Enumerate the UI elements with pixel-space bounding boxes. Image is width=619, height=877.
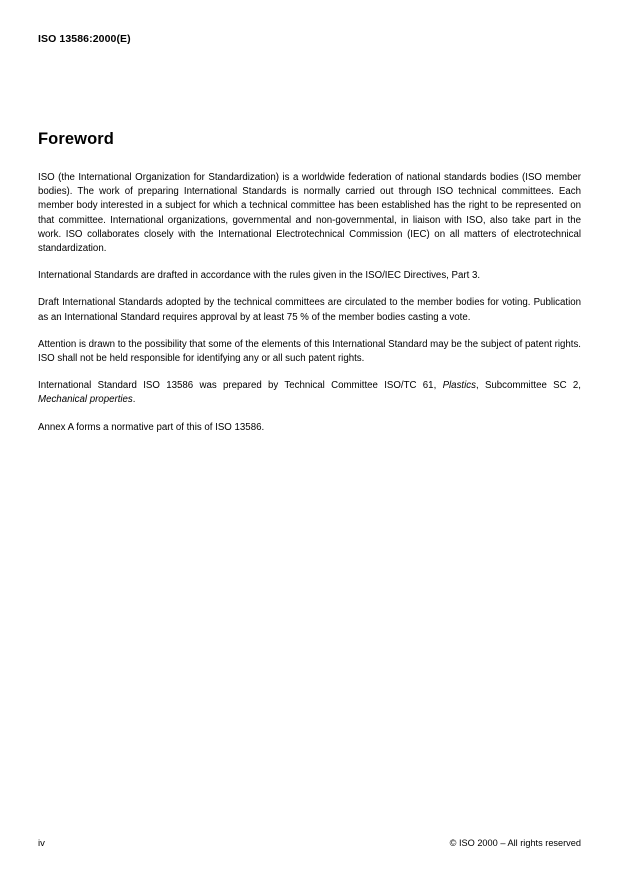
foreword-paragraph-1: ISO (the International Organization for Standardization) is a worldwide federation of national standards bodies (ISO member bodies). The work of preparing International Standards is normally carried out through ISO technical committees. Each member body interested in a subject for which a technical committee has been established has the right to be represented on that committee. International organizations, governmental and non-governmental, in liaison with ISO, also take part in the work. ISO collaborates closely with the International Electrotechnical Commission (IEC) on all matters of electrotechnical standardization. bbox=[38, 172, 581, 255]
page-title: Foreword bbox=[38, 130, 114, 148]
copyright-notice: © ISO 2000 – All rights reserved bbox=[449, 838, 581, 848]
prepared-by-tail: . bbox=[132, 394, 136, 406]
document-content bbox=[38, 130, 581, 435]
page-number: iv bbox=[38, 838, 45, 849]
prepared-by-middle: , Subcommittee SC 2, bbox=[475, 380, 581, 392]
prepared-by-paragraph bbox=[38, 379, 581, 407]
foreword-paragraph-2: International Standards are drafted in accordance with the rules given in the ISO/IEC Directives, Part 3. bbox=[38, 270, 481, 282]
prepared-by-lead: International Standard ISO 13586 was prepared by Technical Committee ISO/TC 61, bbox=[38, 380, 443, 392]
foreword-paragraph-3: Draft International Standards adopted by the technical committees are circulated to the member bodies for voting. Publication as an International Standard requires approval by at least 75 % of the member bodies casting a vote. bbox=[38, 297, 581, 323]
foreword-paragraph-4: Attention is drawn to the possibility that some of the elements of this International Standard may be the subject of patent rights. ISO shall not be held responsible for identifying any or all such patent rights. bbox=[38, 338, 581, 365]
annex-note-paragraph: Annex A forms a normative part of this of ISO 13586. bbox=[38, 421, 265, 433]
page-header-standard-ref: ISO 13586:2000(E) bbox=[38, 33, 131, 45]
prepared-by-committee-title: Plastics bbox=[442, 380, 476, 392]
prepared-by-subcommittee-title: Mechanical properties bbox=[38, 394, 133, 406]
